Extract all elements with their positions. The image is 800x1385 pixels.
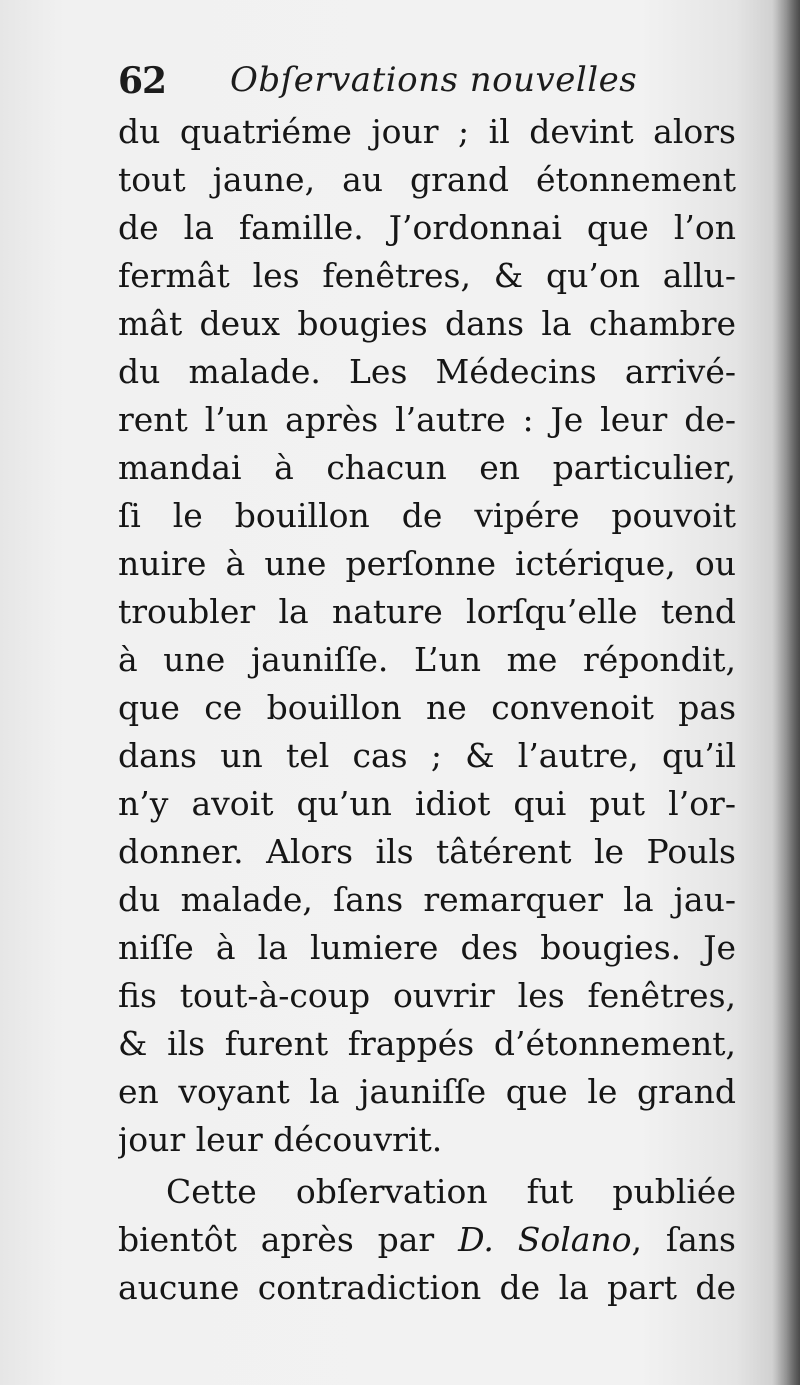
- page-number: 62: [118, 60, 167, 102]
- text-line: tout jaune, au grand étonnement: [118, 160, 736, 199]
- text-line: de la famille. J’ordonnai que l’on: [118, 208, 736, 247]
- text-line: que ce bouillon ne convenoit pas: [118, 688, 736, 727]
- text-line: à une jauniſſe. L’un me répondit,: [118, 640, 736, 679]
- text-line: rent l’un après l’autre : Je leur de-: [118, 400, 736, 439]
- text-line: en voyant la jauniſſe que le grand: [118, 1072, 736, 1111]
- text-line: ſi le bouillon de vipére pouvoit: [118, 496, 736, 535]
- text-line: jour leur découvrit.: [118, 1120, 443, 1159]
- page-header: [118, 60, 738, 110]
- body-text: [118, 108, 736, 1312]
- text-line: dans un tel cas ; & l’autre, qu’il: [118, 736, 736, 775]
- text-line: nuire à une perſonne ictérique, ou: [118, 544, 736, 583]
- text-line: fermât les fenêtres, & qu’on allu-: [118, 256, 736, 295]
- text-line: mandai à chacun en particulier,: [118, 448, 736, 487]
- text-line: donner. Alors ils tâtérent le Pouls: [118, 832, 736, 871]
- text-span: , ſans: [631, 1220, 736, 1259]
- text-line: troubler la nature lorſqu’elle tend: [118, 592, 736, 631]
- text-line: du malade. Les Médecins arrivé-: [118, 352, 736, 391]
- text-line: & ils furent frappés d’étonnement,: [118, 1024, 736, 1063]
- text-span: bientôt après par: [118, 1220, 459, 1259]
- running-title: Obſervations nouvelles: [230, 60, 638, 100]
- text-line: aucune contradiction de la part de: [118, 1268, 736, 1307]
- text-line: [118, 1216, 736, 1264]
- text-line: fis tout-à-coup ouvrir les fenêtres,: [118, 976, 736, 1015]
- author-name: D. Solano: [458, 1220, 632, 1259]
- page-edge-shadow: [772, 0, 800, 1385]
- text-line: mât deux bougies dans la chambre: [118, 304, 736, 343]
- text-line: Cette obſervation fut publiée: [166, 1172, 736, 1211]
- text-line: du malade, ſans remarquer la jau-: [118, 880, 736, 919]
- text-line: niſſe à la lumiere des bougies. Je: [118, 928, 736, 967]
- text-line: du quatriéme jour ; il devint alors: [118, 112, 736, 151]
- text-line: n’y avoit qu’un idiot qui put l’or-: [118, 784, 736, 823]
